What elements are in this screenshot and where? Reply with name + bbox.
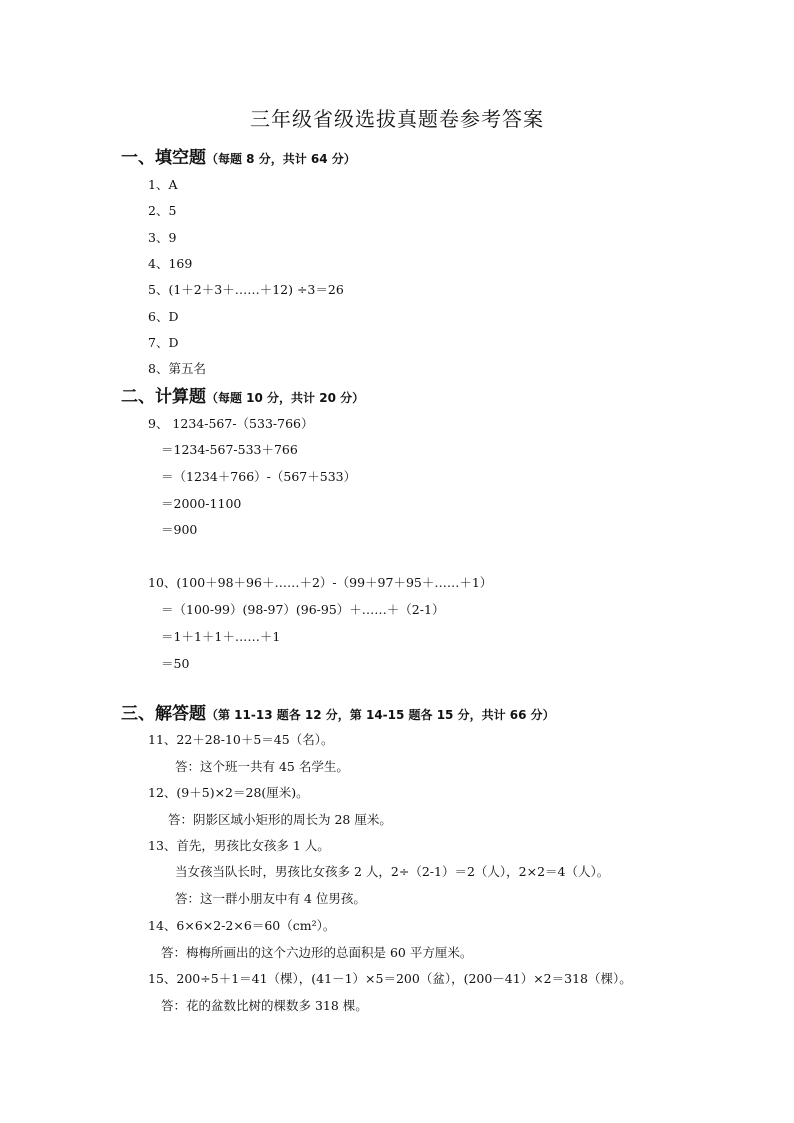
section-heading-calculation [121,382,364,407]
answer-line: 9、 1234-567-（533-766） [148,416,314,431]
section-title: 一、填空题 [121,148,206,168]
answer-line: 8、第五名 [148,361,206,376]
answer-line: ＝2000-1100 [161,496,242,511]
answer-line: ＝50 [161,656,190,671]
answer-line: 答：这个班一共有 45 名学生。 [175,759,349,774]
section-title: 二、计算题 [121,387,206,407]
answer-line: ＝1＋1＋1＋……＋1 [161,629,281,644]
answer-line: 7、D [148,335,179,350]
answer-line: 答：这一群小朋友中有 4 位男孩。 [175,891,366,906]
answer-line: ＝（1234＋766）-（567＋533） [161,469,357,484]
answer-line: 15、200÷5＋1＝41（棵），(41－1）×5＝200（盆），(200－41）×2＝318（棵）。 [148,971,632,986]
answer-line: 答：阴影区域小矩形的周长为 28 厘米。 [168,812,392,827]
section-score-note: （每题 10 分，共计 20 分） [206,391,365,405]
section-score-note: （第 11-13 题各 12 分，第 14-15 题各 15 分，共计 66 分） [206,708,555,722]
answer-line: 13、首先，男孩比女孩多 1 人。 [148,838,330,853]
answer-line: 12、(9＋5)×2＝28(厘米)。 [148,785,309,800]
answer-line: ＝（100-99）(98-97）(96-95）＋……＋（2-1） [161,602,445,617]
answer-line: 答：梅梅所画出的这个六边形的总面积是 60 平方厘米。 [161,945,473,960]
section-title: 三、解答题 [121,704,206,724]
answer-line: 答：花的盆数比树的棵数多 318 棵。 [161,998,368,1013]
answer-line: 2、5 [148,203,177,218]
answer-line: 11、22＋28-10＋5＝45（名）。 [148,732,334,747]
answer-line: ＝900 [161,522,198,537]
answer-line: ＝1234-567-533＋766 [161,442,298,457]
answer-line: 6、D [148,309,179,324]
answer-line: 10、(100＋98＋96＋……＋2）-（99＋97＋95＋……＋1） [148,575,493,590]
answer-line: 3、9 [148,230,177,245]
page-title: 三年级省级选拔真题卷参考答案 [250,107,544,131]
answer-line: 1、A [148,177,178,192]
answer-line: 14、6×6×2-2×6＝60（cm²）。 [148,918,336,933]
section-heading-solve [121,699,555,724]
section-score-note: （每题 8 分，共计 64 分） [206,152,356,166]
answer-line: 4、169 [148,256,193,271]
section-heading-fill-blank [121,143,356,168]
answer-line: 5、(1＋2＋3＋……＋12) ÷3＝26 [148,282,344,297]
answer-line: 当女孩当队长时，男孩比女孩多 2 人，2÷（2-1）＝2（人），2×2＝4（人）。 [175,864,610,879]
